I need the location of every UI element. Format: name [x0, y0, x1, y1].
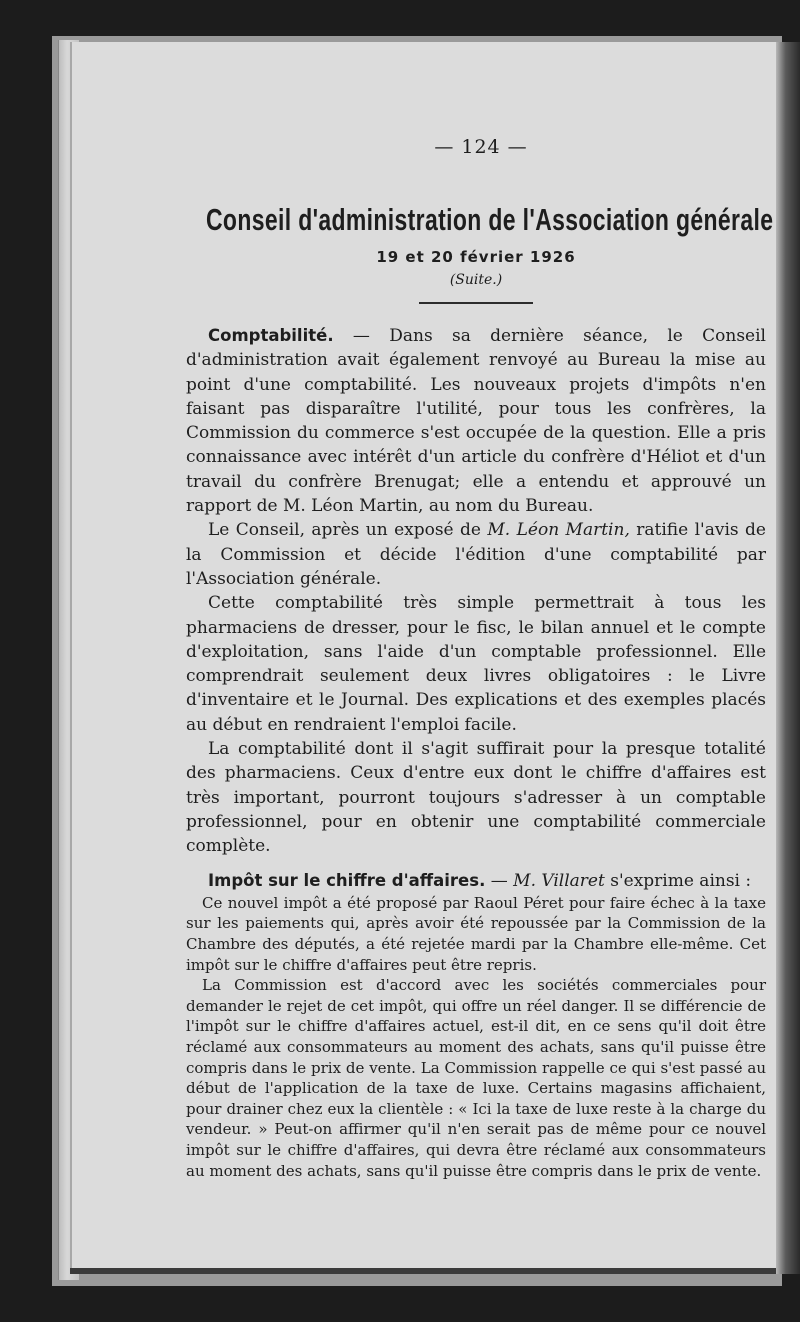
title-divider	[419, 302, 533, 304]
impot-intro	[186, 869, 766, 893]
comptabilite-paragraph-2	[186, 518, 766, 591]
speaker-name: M. Léon Martin,	[487, 520, 630, 541]
speaker-villaret: M. Villaret	[513, 870, 605, 891]
paragraph-text: ratifie l'avis de la Commission et décide l'édition d'une comptabilité par l'Association générale.	[186, 520, 766, 589]
section-heading-impot: Impôt sur le chiffre d'affaires.	[208, 870, 486, 890]
paragraph-text: Le Conseil, après un exposé de	[208, 520, 488, 541]
article-title: Conseil d'administration de l'Association générale	[206, 202, 774, 237]
page-number: — 124 —	[434, 136, 528, 158]
binding-shadow	[776, 42, 800, 1274]
quote-paragraph-2: La Commission est d'accord avec les sociétés commerciales pour demander le rejet de cet impôt, qui offre un réel danger. Il se différencie de l'impôt sur le chiffre d'affaires actuel, est-il dit, en ce sens qu'il doit être réclamé aux consommateurs au moment des achats, sans qu'il puisse être compris dans le prix de vente. La Commission rappelle ce qui s'est passé au début de l'application de la taxe de luxe. Certains magasins affichaient, pour drainer chez eux la clientèle : « Ici la taxe de luxe reste à la charge du vendeur. » Peut-on affirmer qu'il n'en serait pas de même pour ce nouvel impôt sur le chiffre d'affaires, qui devra être réclamé aux consommateurs au moment des achats, sans qu'il puisse être compris dans le prix de vente.	[186, 976, 766, 1180]
quote-paragraph-1: Ce nouvel impôt a été proposé par Raoul Péret pour faire échec à la taxe sur les paiements qui, après avoir été repoussée par la Commission de la Chambre des députés, a été rejetée mardi par la Chambre elle-même. Cet impôt sur le chiffre d'affaires peut être repris.	[186, 893, 766, 974]
continued-note: (Suite.)	[449, 272, 503, 288]
comptabilite-paragraph-3: Cette comptabilité très simple permettrait à tous les pharmaciens de dresser, pour le fisc, le bilan annuel et le compte d'exploitation, sans l'aide d'un comptable professionnel. Elle comprendrait seulement deux livres obligatoires : le Livre d'inventaire et le Journal. Des explications et des exemples placés au début en rendraient l'emploi facile.	[186, 593, 766, 735]
comptabilite-paragraph-4: La comptabilité dont il s'agit suffirait pour la presque totalité des pharmaciens. Ceux d'entre eux dont le chiffre d'affaires est très important, pourront toujours s'adresser à un comptable professionnel, pour en obtenir une comptabilité commerciale complète.	[186, 739, 766, 857]
comptabilite-text-1: — Dans sa dernière séance, le Conseil d'administration avait également renvoyé au Bureau la mise au point d'une comptabilité. Les nouveaux projets d'impôts n'en faisant pas disparaître l'utilité, pour tous les confrères, la Commission du commerce s'est occupée de la question. Elle a pris connaissance avec intérêt d'un article du confrère d'Héliot et d'un travail du confrère Brenugat; elle a entendu et approuvé un rapport de M. Léon Martin, au nom du Bureau.	[186, 326, 766, 517]
page-bottom-edge	[70, 1268, 778, 1274]
page-content	[186, 136, 774, 1181]
comptabilite-paragraph-1	[186, 324, 766, 518]
meeting-date: 19 et 20 février 1926	[376, 248, 576, 266]
dash: —	[485, 870, 514, 891]
intro-text: s'exprime ainsi :	[604, 870, 752, 891]
section-heading-comptabilite: Comptabilité.	[208, 326, 334, 345]
